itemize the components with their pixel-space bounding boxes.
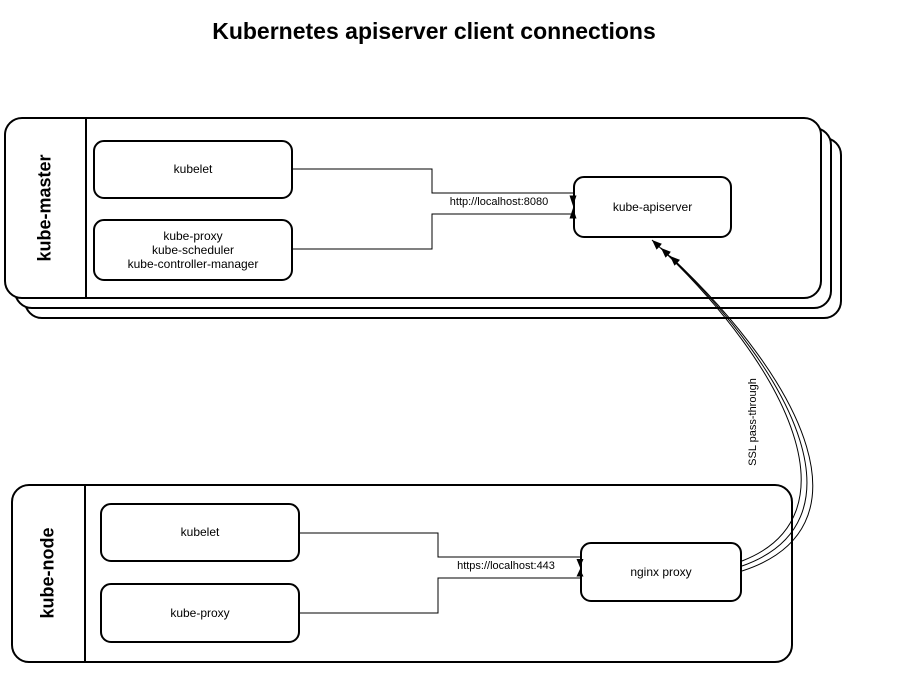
diagram-title: Kubernetes apiserver client connections [212,18,656,44]
edge-label-ssl-pass-through: SSL pass-through [747,378,759,466]
node-label-kube-scheduler: kube-scheduler [151,243,235,257]
node-box-kubelet-master [93,140,293,199]
cluster-label-kube-master: kube-master [34,154,55,262]
node-label-kube-controller-manager: kube-controller-manager [127,257,259,271]
edge-label-http-localhost-8080: http://localhost:8080 [449,196,549,208]
cluster-label-kube-node: kube-node [37,527,58,619]
node-box-kubelet-node [100,503,300,562]
node-label-nginx-proxy: nginx proxy [630,564,692,579]
node-label-kube-proxy-master: kube-proxy [163,229,223,243]
node-label-kubelet-master: kubelet [173,162,213,176]
node-box-kube-apiserver [573,176,732,238]
edge-label-https-localhost-443: https://localhost:443 [457,560,555,572]
node-box-nginx-proxy [580,542,742,602]
node-label-kube-proxy-node: kube-proxy [170,605,230,620]
node-box-controllers [93,219,293,281]
node-label-kubelet-node: kubelet [180,525,220,539]
node-label-kube-apiserver: kube-apiserver [612,199,693,214]
node-box-kube-proxy-node [100,583,300,643]
